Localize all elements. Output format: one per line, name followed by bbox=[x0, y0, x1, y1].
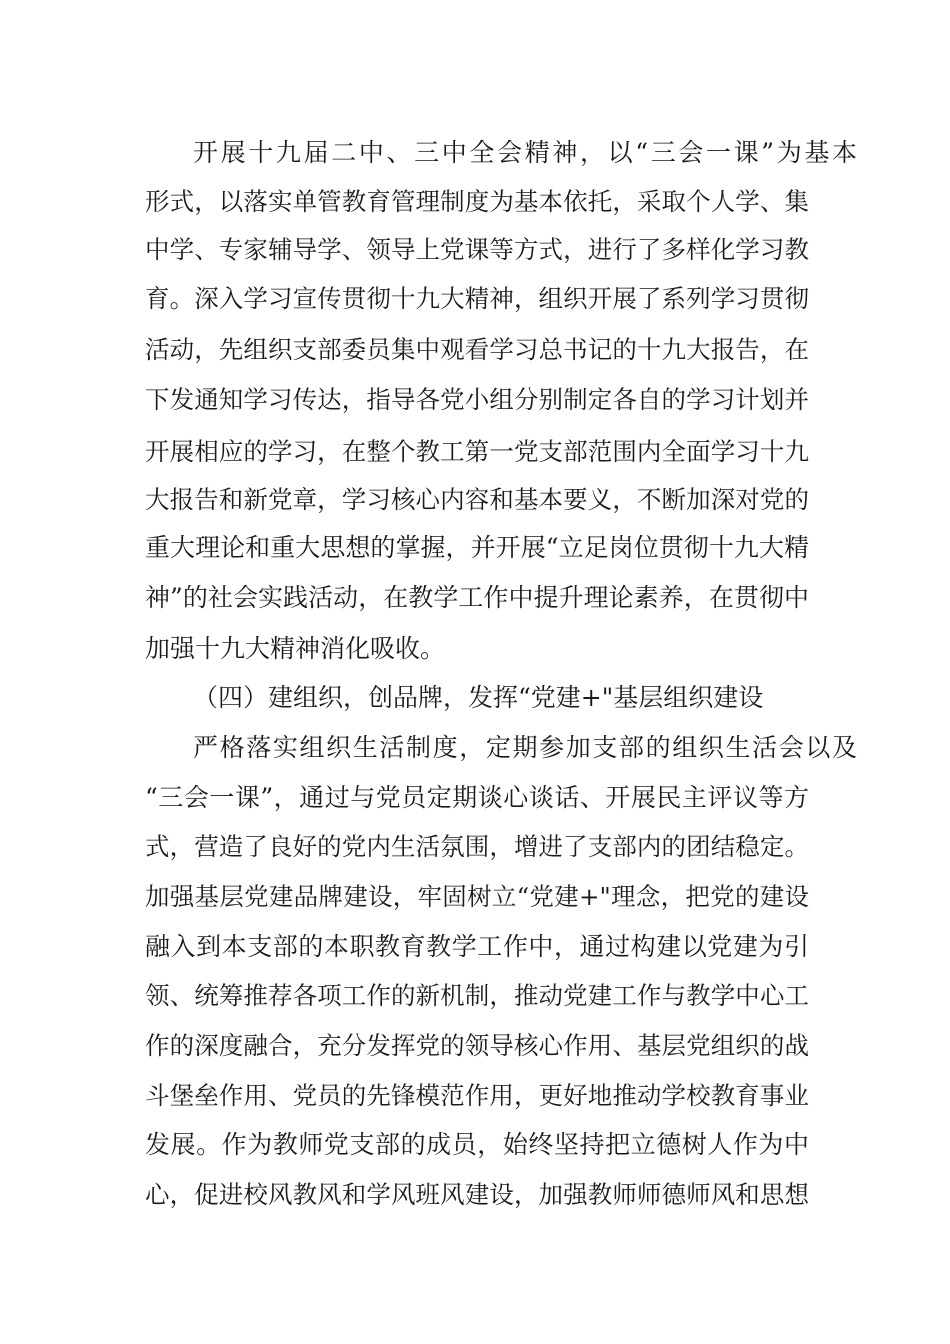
paragraph-line: 大报告和新党章，学习核心内容和基本要义，不断加深对党的 bbox=[145, 485, 809, 514]
paragraph-line: 开展十九届二中、三中全会精神，以“三会一课”为基本 bbox=[193, 138, 857, 167]
paragraph-line: 重大理论和重大思想的掌握，并开展“立足岗位贯彻十九大精 bbox=[145, 533, 809, 562]
paragraph-line: 斗堡垒作用、党员的先锋模范作用，更好地推动学校教育事业 bbox=[145, 1081, 809, 1110]
paragraph-line: 形式，以落实单管教育管理制度为基本依托，采取个人学、集 bbox=[145, 187, 809, 216]
paragraph-line: “三会一课”，通过与党员定期谈心谈话、开展民主评议等方 bbox=[145, 783, 809, 812]
paragraph-line: 活动，先组织支部委员集中观看学习总书记的十九大报告，在 bbox=[145, 335, 809, 364]
paragraph-line: 中学、专家辅导学、领导上党课等方式，进行了多样化学习教 bbox=[145, 235, 809, 264]
paragraph-line: 开展相应的学习，在整个教工第一党支部范围内全面学习十九 bbox=[145, 437, 809, 466]
paragraph-line: 育。深入学习宣传贯彻十九大精神，组织开展了系列学习贯彻 bbox=[145, 284, 809, 313]
paragraph-line: 心，促进校风教风和学风班风建设，加强教师师德师风和思想 bbox=[145, 1180, 809, 1209]
paragraph-line: 发展。作为教师党支部的成员，始终坚持把立德树人作为中 bbox=[145, 1130, 809, 1159]
paragraph-line: 作的深度融合，充分发挥党的领导核心作用、基层党组织的战 bbox=[145, 1031, 809, 1060]
paragraph-line: 下发通知学习传达，指导各党小组分别制定各自的学习计划并 bbox=[145, 385, 809, 414]
section-heading: （四）建组织，创品牌，发挥“党建+"基层组织建设 bbox=[193, 683, 764, 712]
paragraph-line: 加强基层党建品牌建设，牢固树立“党建+"理念，把党的建设 bbox=[145, 882, 809, 911]
paragraph-line: 领、统筹推荐各项工作的新机制，推动党建工作与教学中心工 bbox=[145, 981, 809, 1010]
paragraph-line: 融入到本支部的本职教育教学工作中，通过构建以党建为引 bbox=[145, 932, 809, 961]
paragraph-line: 神”的社会实践活动，在教学工作中提升理论素养，在贯彻中 bbox=[145, 583, 809, 612]
paragraph-line: 加强十九大精神消化吸收。 bbox=[145, 634, 446, 663]
paragraph-line: 严格落实组织生活制度，定期参加支部的组织生活会以及 bbox=[193, 733, 857, 762]
paragraph-line: 式，营造了良好的党内生活氛围，增进了支部内的团结稳定。 bbox=[145, 832, 809, 861]
